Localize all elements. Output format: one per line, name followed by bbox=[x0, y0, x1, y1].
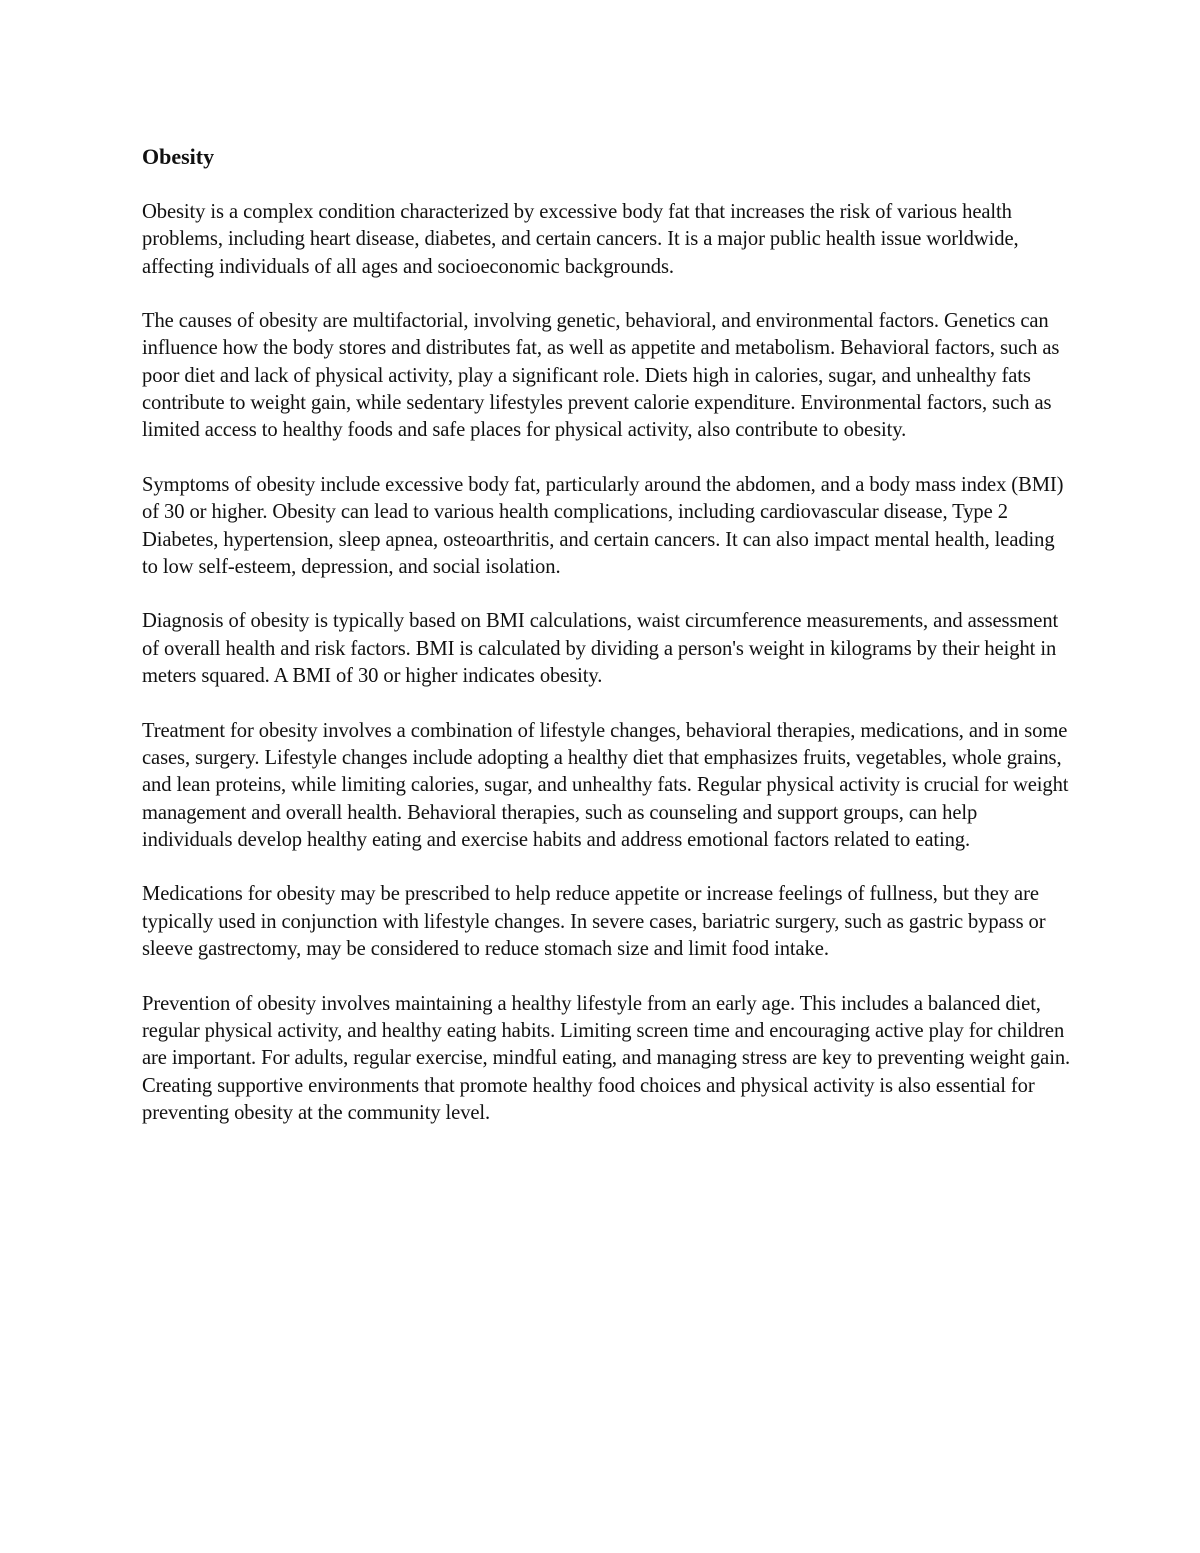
paragraph-medications: Medications for obesity may be prescribed to help reduce appetite or increase feelings of fullness, but they are typically used in conjunction with lifestyle changes. In severe cases, bariatric surgery, such as gastric bypass or sleeve gastrectomy, may be considered to reduce stomach size and limit food intake. bbox=[142, 883, 1046, 961]
paragraph-diagnosis: Diagnosis of obesity is typically based on BMI calculations, waist circumference measurements, and assessment of overall health and risk factors. BMI is calculated by dividing a person's weight in kilograms by their height in meters squared. A BMI of 30 or higher indicates obesity. bbox=[142, 610, 1059, 688]
paragraph-causes: The causes of obesity are multifactorial, involving genetic, behavioral, and environmental factors. Genetics can influence how the body stores and distributes fat, as well as appetite and metabolism. Behavioral factors, such as poor diet and lack of physical activity, play a significant role. Diets high in calories, sugar, and unhealthy fats contribute to weight gain, while sedentary lifestyles prevent calorie expenditure. Environmental factors, such as limited access to healthy foods and safe places for physical activity, also contribute to obesity. bbox=[142, 310, 1060, 442]
paragraph-treatment: Treatment for obesity involves a combination of lifestyle changes, behavioral therapies, medications, and in some cases, surgery. Lifestyle changes include adopting a healthy diet that emphasizes fruits, vegetables, whole grains, and lean proteins, while limiting calories, sugar, and unhealthy fats. Regular physical activity is crucial for weight management and overall health. Behavioral therapies, such as counseling and support groups, can help individuals develop healthy eating and exercise habits and address emotional factors related to eating. bbox=[142, 719, 1069, 851]
paragraph-definition: Obesity is a complex condition characterized by excessive body fat that increases the risk of various health problems, including heart disease, diabetes, and certain cancers. It is a major public health issue worldwide, affecting individuals of all ages and socioeconomic backgrounds. bbox=[142, 201, 1019, 278]
document-body bbox=[142, 142, 1072, 1154]
paragraph-symptoms: Symptoms of obesity include excessive body fat, particularly around the abdomen, and a body mass index (BMI) of 30 or higher. Obesity can lead to various health complications, including cardiovascular disease, Type 2 Diabetes, hypertension, sleep apnea, osteoarthritis, and certain cancers. It can also impact mental health, leading to low self-esteem, depression, and social isolation. bbox=[142, 473, 1064, 578]
paragraph-prevention: Prevention of obesity involves maintaining a healthy lifestyle from an early age. This includes a balanced diet, regular physical activity, and healthy eating habits. Limiting screen time and encouraging active play for children are important. For adults, regular exercise, mindful eating, and managing stress are key to preventing weight gain. Creating supportive environments that promote healthy food choices and physical activity is also essential for preventing obesity at the community level. bbox=[142, 992, 1071, 1124]
document-title: Obesity bbox=[142, 144, 215, 169]
